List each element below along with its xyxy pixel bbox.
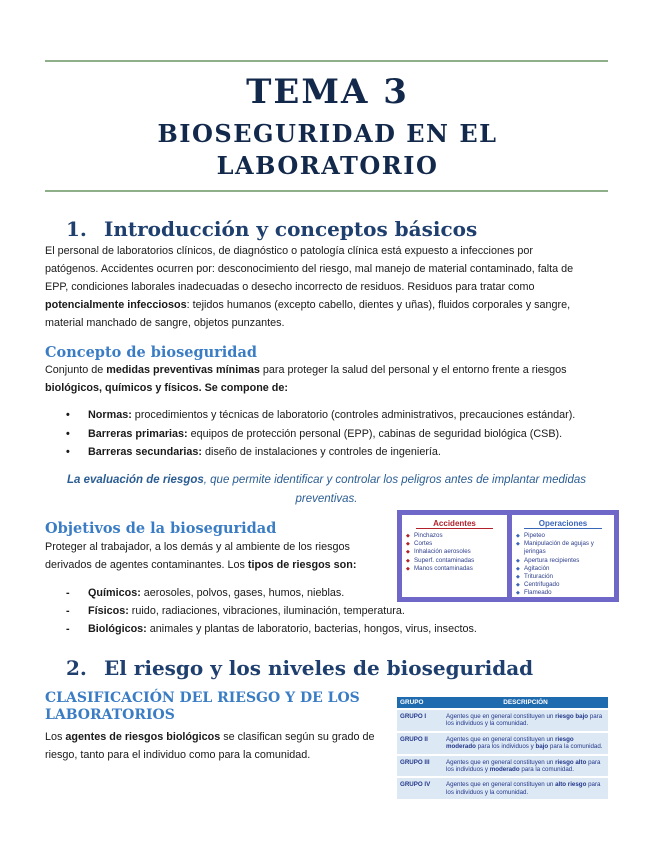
item-label: Físicos: bbox=[88, 605, 129, 617]
intro-line: El personal de laboratorios clínicos, de diagnóstico o patología clínica está expuesto a infecciones por bbox=[45, 245, 533, 257]
list-item: ◆ Apertura recipientes bbox=[516, 557, 614, 565]
table-row bbox=[397, 777, 608, 799]
list-item: ◆ Pipeteo bbox=[516, 532, 614, 540]
text: para los individuos y bbox=[475, 743, 536, 751]
table-row bbox=[397, 732, 608, 755]
bold-text: riesgo bajo bbox=[555, 713, 589, 720]
concepto-line bbox=[45, 361, 608, 379]
section-1-heading bbox=[66, 217, 477, 241]
heading-line: LABORATORIOS bbox=[45, 707, 175, 723]
paragraph-line bbox=[45, 728, 395, 746]
subtitle-line-2: LABORATORIO bbox=[216, 151, 439, 180]
item-text: ruido, radiaciones, vibraciones, iluminación, temperatura. bbox=[128, 605, 405, 617]
bullet-item bbox=[88, 406, 575, 424]
bottom-rule bbox=[45, 190, 608, 192]
list-item: ◆ Centrifugado bbox=[516, 581, 614, 589]
section-1-title: Introducción y conceptos básicos bbox=[104, 217, 478, 241]
description-cell bbox=[443, 709, 608, 732]
operations-list bbox=[516, 532, 614, 598]
bullet-item bbox=[88, 443, 441, 461]
section-2-title: El riesgo y los niveles de bioseguridad bbox=[104, 656, 534, 680]
quote-line bbox=[45, 471, 608, 490]
text: derivados de agentes contaminantes. Los bbox=[45, 559, 248, 571]
bold-text: biológicos, químicos y físicos bbox=[45, 382, 199, 394]
objetivos-heading: Objetivos de la bioseguridad bbox=[45, 520, 277, 537]
list-item: ◆ Manipulación de agujas y jeringas bbox=[516, 540, 614, 556]
page-title: TEMA 3 bbox=[246, 72, 409, 112]
section-1-number: 1. bbox=[66, 217, 87, 241]
item-label: Biológicos: bbox=[88, 623, 147, 635]
operations-panel bbox=[512, 515, 614, 597]
item-text: aerosoles, polvos, gases, humos, nieblas. bbox=[140, 587, 345, 599]
text: para los individuos y la comunidad. bbox=[446, 781, 601, 796]
classification-paragraph bbox=[45, 728, 395, 764]
bullet-label: Barreras secundarias: bbox=[88, 446, 203, 458]
bold-text: bajo bbox=[535, 743, 549, 751]
column-header: GRUPO bbox=[397, 697, 443, 709]
bold-text: riesgo alto bbox=[555, 758, 587, 766]
classification-heading bbox=[45, 690, 360, 724]
list-item: ◆ Manos contaminadas bbox=[406, 565, 507, 573]
risk-type-item bbox=[88, 584, 344, 602]
operations-title: Operaciones bbox=[524, 515, 602, 529]
item-label: Químicos: bbox=[88, 587, 141, 599]
list-item: ◆ Trituración bbox=[516, 573, 614, 581]
text: para los individuos y bbox=[446, 758, 601, 774]
table-header-row bbox=[397, 697, 608, 709]
description-cell bbox=[443, 732, 608, 755]
group-cell: GRUPO IV bbox=[397, 777, 443, 799]
intro-rest: : tejidos humanos (excepto cabello, dientes y uñas), fluidos corporales y sangre, bbox=[186, 299, 571, 311]
bold-text: alto riesgo bbox=[555, 781, 587, 789]
quote-text: , que permite identificar y controlar los peligros antes de implantar medidas bbox=[203, 474, 587, 486]
accidents-operations-figure bbox=[397, 510, 619, 602]
text: Los bbox=[45, 731, 66, 743]
accidents-list bbox=[406, 532, 507, 573]
bullet-item bbox=[88, 425, 562, 443]
column-header: DESCRIPCIÓN bbox=[443, 697, 608, 709]
risk-type-item bbox=[88, 620, 477, 638]
group-cell: GRUPO III bbox=[397, 755, 443, 778]
intro-line: patógenos. Accidentes ocurren por: desconocimiento del riesgo, mal manejo de material contaminado, falta de bbox=[45, 263, 574, 275]
list-item: ◆ Cortes bbox=[406, 540, 507, 548]
bold-text: moderado bbox=[489, 766, 520, 774]
bullet-label: Barreras primarias: bbox=[88, 428, 188, 440]
table-row bbox=[397, 709, 608, 732]
accidents-panel bbox=[402, 515, 507, 597]
page-subtitle bbox=[0, 118, 655, 182]
description-cell bbox=[443, 777, 608, 799]
risk-evaluation-quote bbox=[45, 471, 608, 509]
intro-line: material manchado de sangre, objetos punzantes. bbox=[45, 317, 285, 329]
bullet-label: Normas: bbox=[88, 409, 132, 421]
group-cell: GRUPO I bbox=[397, 709, 443, 732]
list-item: ◆ Flameado bbox=[516, 589, 614, 597]
section-2-number: 2. bbox=[66, 656, 87, 680]
intro-paragraph bbox=[45, 242, 608, 332]
concepto-paragraph bbox=[45, 361, 608, 397]
bold-text: . Se compone de: bbox=[198, 382, 288, 394]
text: Agentes que en general constituyen un bbox=[446, 758, 556, 766]
bullet-text: diseño de instalaciones y controles de ingeniería. bbox=[202, 446, 441, 458]
text: para proteger la salud del personal y el entorno frente a riesgos bbox=[259, 364, 567, 376]
table-row bbox=[397, 755, 608, 778]
concepto-heading: Concepto de bioseguridad bbox=[45, 344, 257, 361]
list-item: ◆ Inhalación aerosoles bbox=[406, 548, 507, 556]
objetivos-line: Proteger al trabajador, a los demás y al ambiente de los riesgos bbox=[45, 541, 350, 553]
text: Agentes que en general constituyen un bbox=[446, 713, 556, 720]
bold-text: riesgo moderado bbox=[446, 735, 574, 751]
risk-type-item bbox=[88, 602, 405, 620]
group-cell: GRUPO II bbox=[397, 732, 443, 755]
item-text: animales y plantas de laboratorio, bacterias, hongos, virus, insectos. bbox=[146, 623, 477, 635]
intro-line bbox=[45, 296, 608, 314]
text: Conjunto de bbox=[45, 364, 107, 376]
concepto-line bbox=[45, 379, 608, 397]
description-cell bbox=[443, 755, 608, 778]
risk-group-table bbox=[397, 697, 608, 799]
list-item: ◆ Agitación bbox=[516, 565, 614, 573]
bullet-text: procedimientos y técnicas de laboratorio (controles administrativos, precauciones estándar). bbox=[131, 409, 576, 421]
objetivos-line bbox=[45, 556, 390, 574]
accidents-title: Accidentes bbox=[416, 515, 493, 529]
intro-bold: potencialmente infecciosos bbox=[45, 299, 187, 311]
text: para la comunidad. bbox=[519, 766, 574, 774]
text: para la comunidad. bbox=[548, 743, 603, 751]
bullet-text: equipos de protección personal (EPP), cabinas de seguridad biológica (CSB). bbox=[187, 428, 563, 440]
list-item: ◆ Pinchazos bbox=[406, 532, 507, 540]
text: para los individuos y la comunidad. bbox=[446, 713, 603, 728]
text: se clasifican según su grado de bbox=[220, 731, 375, 743]
quote-line: preventivas. bbox=[295, 493, 358, 505]
bold-text: tipos de riesgos son: bbox=[247, 559, 357, 571]
text: Agentes que en general constituyen un bbox=[446, 781, 556, 789]
list-item: ◆ Superf. contaminadas bbox=[406, 557, 507, 565]
bold-text: medidas preventivas mínimas bbox=[106, 364, 260, 376]
paragraph-line: riesgo, tanto para el individuo como para la comunidad. bbox=[45, 749, 311, 761]
heading-line: CLASIFICACIÓN DEL RIESGO Y DE LOS bbox=[45, 690, 360, 706]
quote-bold: La evaluación de riesgos bbox=[66, 474, 204, 486]
objetivos-paragraph bbox=[45, 538, 390, 574]
top-rule bbox=[45, 60, 608, 62]
subtitle-line-1: BIOSEGURIDAD EN EL bbox=[157, 119, 498, 148]
section-2-heading bbox=[66, 656, 533, 680]
text: Agentes que en general constituyen un bbox=[446, 735, 556, 743]
intro-line: EPP, condiciones laborales inadecuadas o desecho incorrecto de residuos. Residuos para tratar como bbox=[45, 281, 535, 293]
bold-text: agentes de riesgos biológicos bbox=[65, 731, 221, 743]
